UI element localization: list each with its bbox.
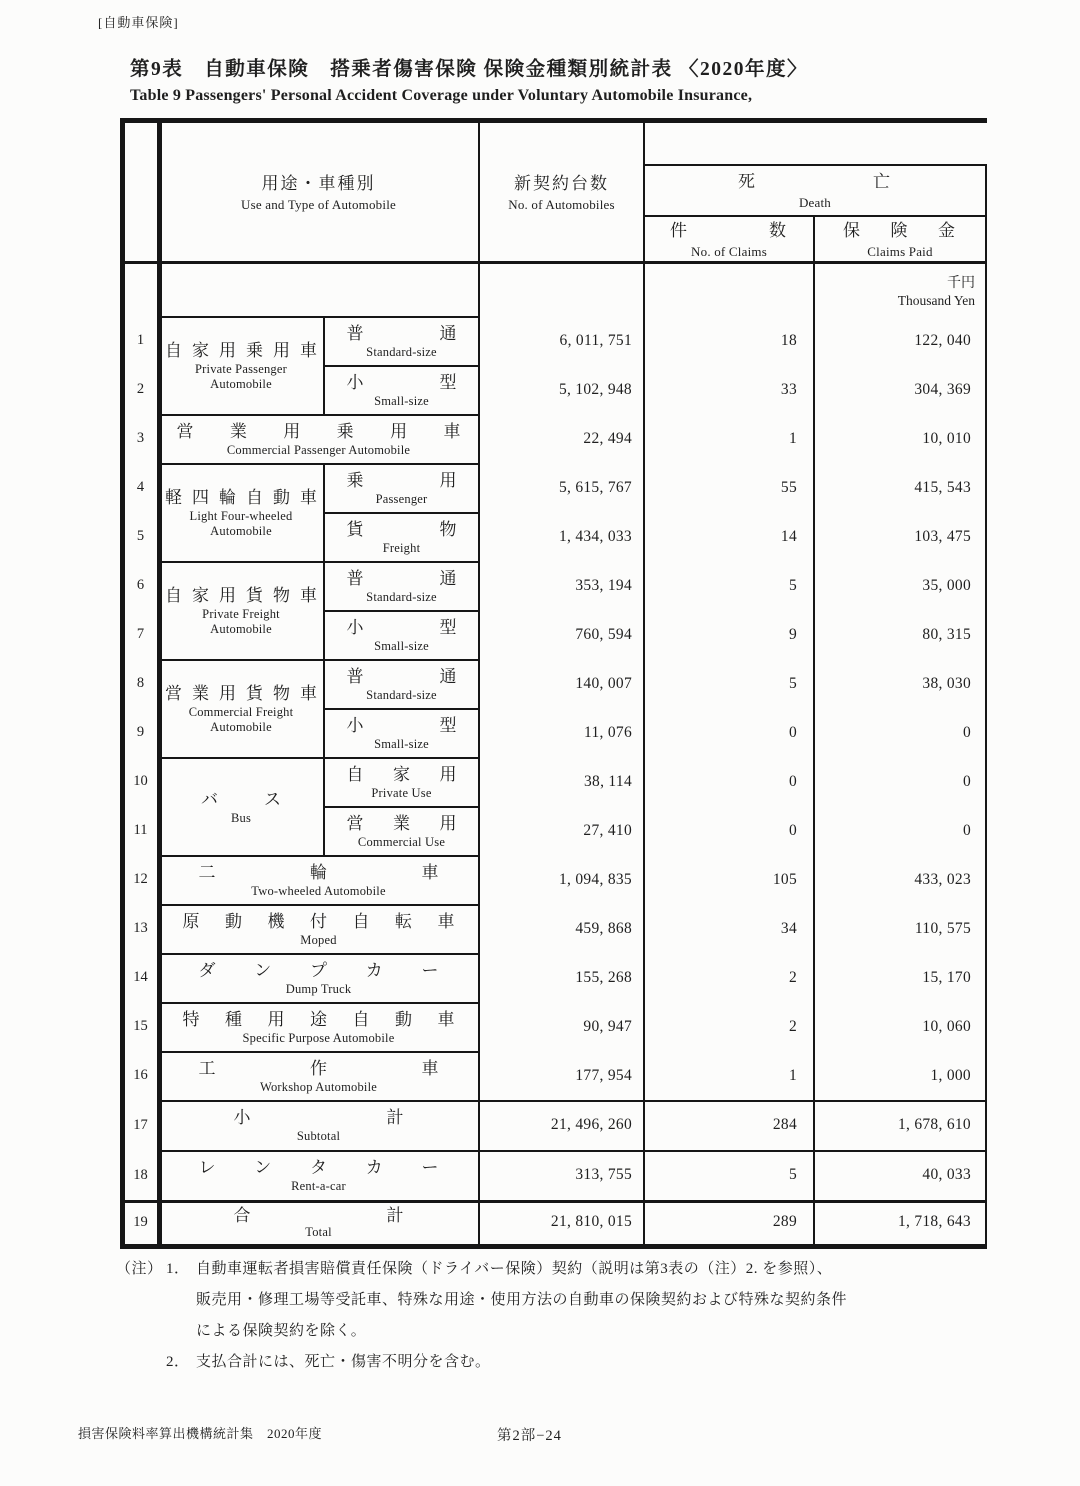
table-row-subtotal (120, 1100, 987, 1150)
claims-count-value: 33 (780, 380, 797, 398)
claims-paid-value: 38, 030 (922, 674, 971, 692)
claims-paid-divider (813, 215, 815, 1249)
claims-paid-value: 1, 678, 610 (897, 1116, 971, 1133)
header-contracts-en: No. of Automobiles (508, 196, 615, 212)
death-box-top-line (643, 164, 987, 166)
note1-line1: 自動車運転者損害賠償責任保険（ドライバー保険）契約（説明は第3表の（注）2. を参照）、 (196, 1261, 833, 1277)
subtype-label-jp: 普 通 (346, 324, 457, 343)
category-label-en: Subtotal (296, 1128, 341, 1143)
subtype-label-en: Private Use (371, 786, 432, 800)
table-border-bottom (120, 1244, 987, 1249)
row-number: 3 (136, 430, 145, 446)
claims-paid-value: 40, 033 (922, 1166, 971, 1183)
table-border-left (120, 118, 125, 1249)
category-label-jp: 小 計 (233, 1107, 404, 1127)
table-row (120, 953, 987, 1002)
category-label-en: Two-wheeled Automobile (251, 884, 386, 898)
claims-count-value: 2 (788, 1017, 797, 1035)
claims-count-value: 14 (780, 527, 797, 545)
contracts-value: 140, 007 (575, 674, 632, 692)
label-contracts-divider (478, 118, 480, 1249)
category-label-en: Moped (300, 933, 337, 947)
row-number: 11 (133, 822, 148, 838)
claims-count-value: 18 (780, 331, 797, 349)
footer-source: 損害保険料率算出機構統計集 2020年度 (78, 1426, 323, 1441)
contracts-value: 6, 011, 751 (559, 331, 632, 349)
page-title-japanese: 第9表 自動車保険 搭乗者傷害保険 保険金種類別統計表 〈2020年度〉 (130, 59, 809, 80)
row-number: 2 (136, 381, 145, 397)
category-label-en: Rent-a-car (291, 1178, 346, 1193)
claims-paid-value: 122, 040 (914, 331, 971, 349)
unit-cell (815, 268, 975, 316)
header-claims-count-en: No. of Claims (691, 244, 767, 259)
claims-count-value: 9 (788, 625, 797, 643)
claims-paid-value: 415, 543 (914, 478, 971, 496)
unit-label-jp: 千円 (947, 276, 975, 291)
table-row (120, 1150, 987, 1200)
header-death (645, 166, 985, 215)
table-row (120, 708, 987, 757)
category-label-en2: Automobile (210, 377, 272, 391)
claims-count-value: 1 (788, 429, 797, 447)
header-use-type-jp: 用途・車種別 (261, 173, 376, 193)
claims-paid-value: 433, 023 (914, 870, 971, 888)
table-row (120, 904, 987, 953)
claims-paid-value: 0 (962, 723, 971, 741)
subtype-label-jp: 営 業 用 (346, 814, 457, 833)
subtype-label-en: Freight (382, 541, 421, 555)
subtype-label-jp: 普 通 (346, 569, 457, 588)
death-box-divider-line (643, 215, 987, 217)
subtype-label-jp: 貨 物 (346, 520, 457, 539)
category-label-jp: 合 計 (233, 1205, 404, 1225)
category-label-en: Light Four-wheeled (189, 509, 293, 523)
claims-paid-value: 80, 315 (922, 625, 971, 643)
claims-count-value: 5 (788, 576, 797, 594)
category-label-en: Private Freight (202, 607, 280, 621)
note2-number: 2． (166, 1354, 190, 1370)
row-number: 8 (136, 675, 145, 691)
category-label-jp: 工 作 車 (198, 1059, 439, 1078)
header-claims-count-jp: 件 数 (670, 221, 788, 240)
note1-line3: による保険契約を除く。 (196, 1323, 367, 1339)
subtype-label-en: Passenger (375, 492, 428, 506)
table-row (120, 512, 987, 561)
contracts-value: 21, 496, 260 (550, 1116, 632, 1133)
category-label-jp: 軽 四 輪 自 動 車 (165, 488, 317, 507)
category-label-en2: Automobile (210, 720, 272, 734)
table-row (120, 855, 987, 904)
category-label-en: Commercial Passenger Automobile (226, 443, 411, 457)
header-claims-paid-en: Claims Paid (867, 244, 933, 259)
subtype-label-en: Standard-size (366, 688, 437, 702)
category-label-en2: Automobile (210, 524, 272, 538)
claims-count-value: 34 (780, 919, 797, 937)
header-use-type-en: Use and Type of Automobile (241, 196, 396, 212)
claims-paid-value: 10, 060 (922, 1017, 971, 1035)
total-top-line (120, 1200, 987, 1203)
table-border-right (985, 164, 987, 1249)
table-row (120, 806, 987, 855)
page-title-english: Table 9 Passengers' Personal Accident Coverage under Voluntary Automobile Insurance, (130, 87, 753, 104)
contracts-value: 22, 494 (583, 429, 632, 447)
subtotal-top-line (157, 1100, 987, 1102)
row-number-divider (157, 118, 162, 1249)
note2-line1: 支払合計には、死亡・傷害不明分を含む。 (196, 1354, 491, 1370)
claims-paid-value: 304, 369 (914, 380, 971, 398)
category-label-en: Bus (230, 810, 252, 825)
claims-count-value: 0 (788, 772, 797, 790)
contracts-value: 760, 594 (575, 625, 632, 643)
row-number: 9 (136, 724, 145, 740)
header-bottom-line (120, 261, 987, 264)
category-label-jp: 営 業 用 乗 用 車 (176, 422, 461, 441)
table-row (120, 463, 987, 512)
subtype-label-en: Commercial Use (357, 835, 446, 849)
contracts-value: 5, 615, 767 (558, 478, 632, 496)
subtype-label-en: Small-size (374, 639, 429, 653)
footer-page-number: 第2部−24 (497, 1428, 562, 1444)
row-number: 13 (133, 920, 148, 936)
contracts-value: 459, 868 (575, 919, 632, 937)
claims-paid-value: 10, 010 (922, 429, 971, 447)
row-number: 19 (133, 1213, 148, 1230)
table-row (120, 365, 987, 414)
note-mark: （注） (116, 1261, 163, 1277)
header-claims-paid (815, 217, 985, 262)
row-number: 18 (133, 1166, 148, 1183)
header-death-jp: 死 亡 (738, 172, 892, 191)
subtype-label-jp: 小 型 (346, 373, 457, 392)
category-label-jp: レ ン タ カ ー (198, 1157, 439, 1177)
subtype-label-en: Standard-size (366, 345, 437, 359)
category-label-en: Workshop Automobile (259, 1080, 378, 1094)
unit-label-en: Thousand Yen (897, 293, 975, 308)
category-label-en: Commercial Freight (188, 705, 294, 719)
table-row (120, 610, 987, 659)
contracts-value: 90, 947 (583, 1017, 632, 1035)
category-label-jp: 特 種 用 途 自 動 車 (182, 1010, 455, 1029)
subtype-label-jp: 普 通 (346, 667, 457, 686)
note1-number: 1． (166, 1261, 190, 1277)
table-border-top (120, 118, 987, 123)
rentacar-top-line (157, 1150, 987, 1152)
table-row (120, 414, 987, 463)
category-label-jp: バ ス (201, 789, 281, 809)
row-number: 17 (133, 1116, 148, 1133)
claims-count-value: 5 (788, 1166, 797, 1183)
claims-count-value: 105 (772, 870, 797, 888)
contracts-value: 313, 755 (575, 1166, 632, 1183)
row-number: 16 (133, 1067, 148, 1083)
row-number: 12 (133, 871, 148, 887)
claims-paid-value: 0 (962, 772, 971, 790)
claims-paid-value: 15, 170 (922, 968, 971, 986)
contracts-value: 38, 114 (583, 772, 632, 790)
header-claims-count (645, 217, 813, 262)
row-number: 5 (136, 528, 145, 544)
category-label-jp: 営 業 用 貨 物 車 (165, 684, 317, 703)
subtype-label-jp: 小 型 (346, 716, 457, 735)
claims-paid-value: 103, 475 (914, 527, 971, 545)
table-row (120, 1051, 987, 1100)
claims-paid-value: 0 (962, 821, 971, 839)
table-row (120, 1002, 987, 1051)
contracts-value: 353, 194 (575, 576, 632, 594)
contracts-value: 177, 954 (575, 1066, 632, 1084)
category-label-en: Total (305, 1224, 332, 1239)
claims-paid-value: 110, 575 (914, 919, 971, 937)
claims-paid-value: 1, 718, 643 (897, 1213, 971, 1230)
subtype-label-jp: 自 家 用 (346, 765, 457, 784)
header-contracts (480, 123, 643, 261)
subtype-label-en: Small-size (374, 394, 429, 408)
subtype-label-jp: 小 型 (346, 618, 457, 637)
row-number: 4 (136, 479, 145, 495)
contracts-value: 1, 094, 835 (558, 870, 632, 888)
statistics-table (120, 118, 987, 1249)
category-label-en2: Automobile (210, 622, 272, 636)
table-row (120, 659, 987, 708)
claims-count-value: 0 (788, 723, 797, 741)
table-row (120, 316, 987, 365)
category-label-en: Specific Purpose Automobile (242, 1031, 395, 1045)
subtype-label-en: Small-size (374, 737, 429, 751)
claims-count-value: 289 (772, 1213, 797, 1230)
contracts-value: 11, 076 (583, 723, 632, 741)
contracts-claims-divider (643, 118, 645, 1249)
row-number: 7 (136, 626, 145, 642)
table-row (120, 757, 987, 806)
row-number: 6 (136, 577, 145, 593)
claims-count-value: 5 (788, 674, 797, 692)
contracts-value: 155, 268 (575, 968, 632, 986)
category-label-en: Private Passenger (195, 362, 287, 376)
contracts-value: 27, 410 (583, 821, 632, 839)
category-label-jp: 二 輪 車 (198, 863, 439, 882)
row-number: 10 (133, 773, 148, 789)
category-label-jp: 自 家 用 貨 物 車 (165, 586, 317, 605)
contracts-value: 5, 102, 948 (558, 380, 632, 398)
category-label-jp: ダ ン プ カ ー (198, 961, 439, 980)
table-row (120, 561, 987, 610)
row-number: 14 (133, 969, 148, 985)
row-number: 1 (136, 332, 145, 348)
contracts-value: 1, 434, 033 (558, 527, 632, 545)
claims-count-value: 2 (788, 968, 797, 986)
corner-tag: [自動車保険] (98, 15, 179, 30)
claims-count-value: 55 (780, 478, 797, 496)
claims-count-value: 0 (788, 821, 797, 839)
subtype-label-en: Standard-size (366, 590, 437, 604)
header-death-en: Death (798, 195, 832, 210)
table-row-total (120, 1200, 987, 1244)
category-label-jp: 原 動 機 付 自 転 車 (182, 912, 455, 931)
note1-line2: 販売用・修理工場等受託車、特殊な用途・使用方法の自動車の保険契約および特殊な契約条件 (196, 1292, 848, 1308)
category-label-jp: 自 家 用 乗 用 車 (165, 341, 317, 360)
subtype-label-jp: 乗 用 (346, 471, 457, 490)
claims-paid-value: 35, 000 (922, 576, 971, 594)
claims-count-value: 1 (788, 1066, 797, 1084)
row-number: 15 (133, 1018, 148, 1034)
claims-paid-value: 1, 000 (930, 1066, 971, 1084)
header-claims-paid-jp: 保 険 金 (843, 221, 957, 240)
header-contracts-jp: 新契約台数 (514, 173, 609, 193)
category-label-en: Dump Truck (285, 982, 352, 996)
contracts-value: 21, 810, 015 (550, 1213, 632, 1230)
header-use-type (161, 123, 476, 261)
claims-count-value: 284 (772, 1116, 797, 1133)
